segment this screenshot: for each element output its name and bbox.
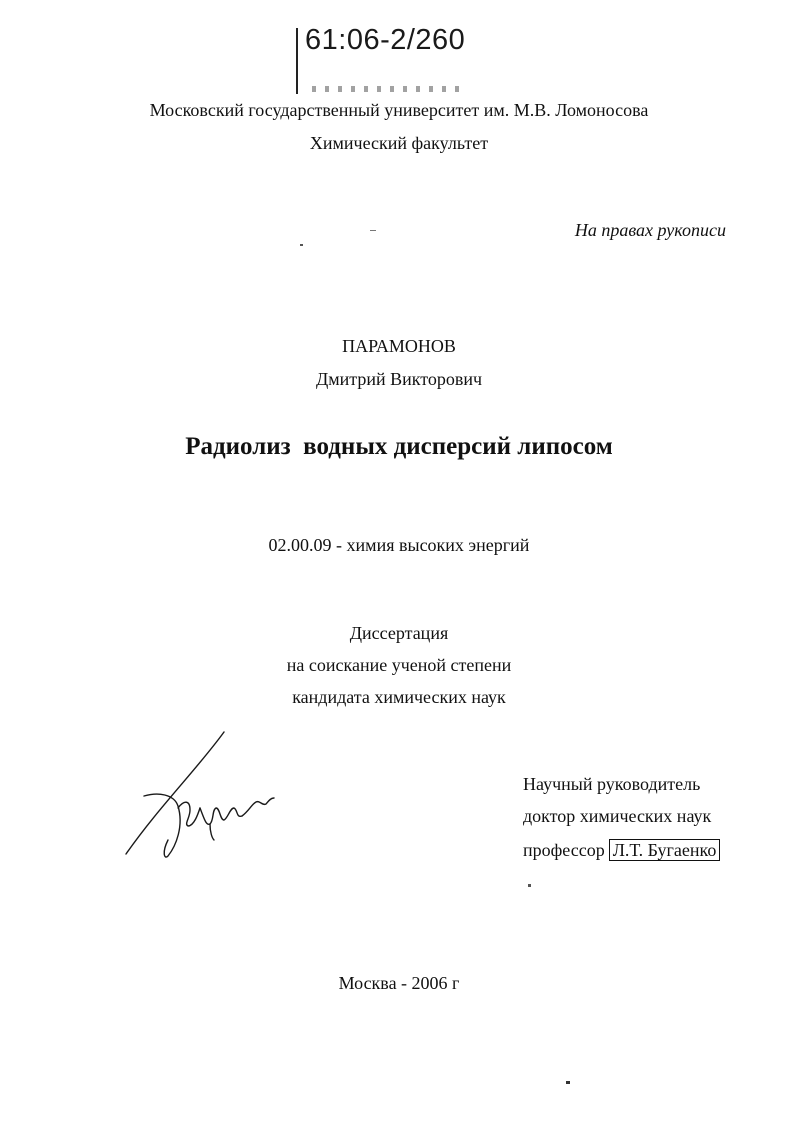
advisor-rank: профессор	[523, 840, 605, 860]
city-year: Москва - 2006 г	[338, 973, 460, 993]
specialty-code: 02.00.09 - химия высоких энергий	[268, 535, 530, 555]
author-given-names: Дмитрий Викторович	[315, 369, 483, 389]
author-surname: ПАРАМОНОВ	[342, 336, 456, 356]
manuscript-rights-note: На правах рукописи	[574, 220, 726, 240]
stamp-margin-line	[296, 28, 298, 94]
scan-speck	[300, 244, 303, 246]
advisor-degree: доктор химических наук	[523, 806, 712, 826]
scan-speck	[370, 230, 376, 231]
thesis-type: Диссертация	[349, 623, 449, 643]
scan-speck	[566, 1081, 570, 1084]
thesis-purpose: на соискание ученой степени	[286, 655, 512, 675]
archive-stamp-code: 61:06-2/260	[305, 24, 466, 56]
advisor-role: Научный руководитель	[523, 774, 701, 794]
scan-speck	[528, 884, 531, 887]
dissertation-title: Радиолиз водных дисперсий липосом	[185, 433, 613, 460]
faculty-name: Химический факультет	[309, 133, 489, 153]
stamp-smudge	[312, 86, 462, 92]
thesis-degree: кандидата химических наук	[292, 687, 506, 707]
handwritten-signature	[118, 728, 278, 863]
university-name: Московский государственный университет им. М.В. Ломоносова	[149, 100, 649, 120]
advisor-name: Л.Т. Бугаенко	[609, 839, 721, 861]
advisor-line	[523, 840, 720, 861]
